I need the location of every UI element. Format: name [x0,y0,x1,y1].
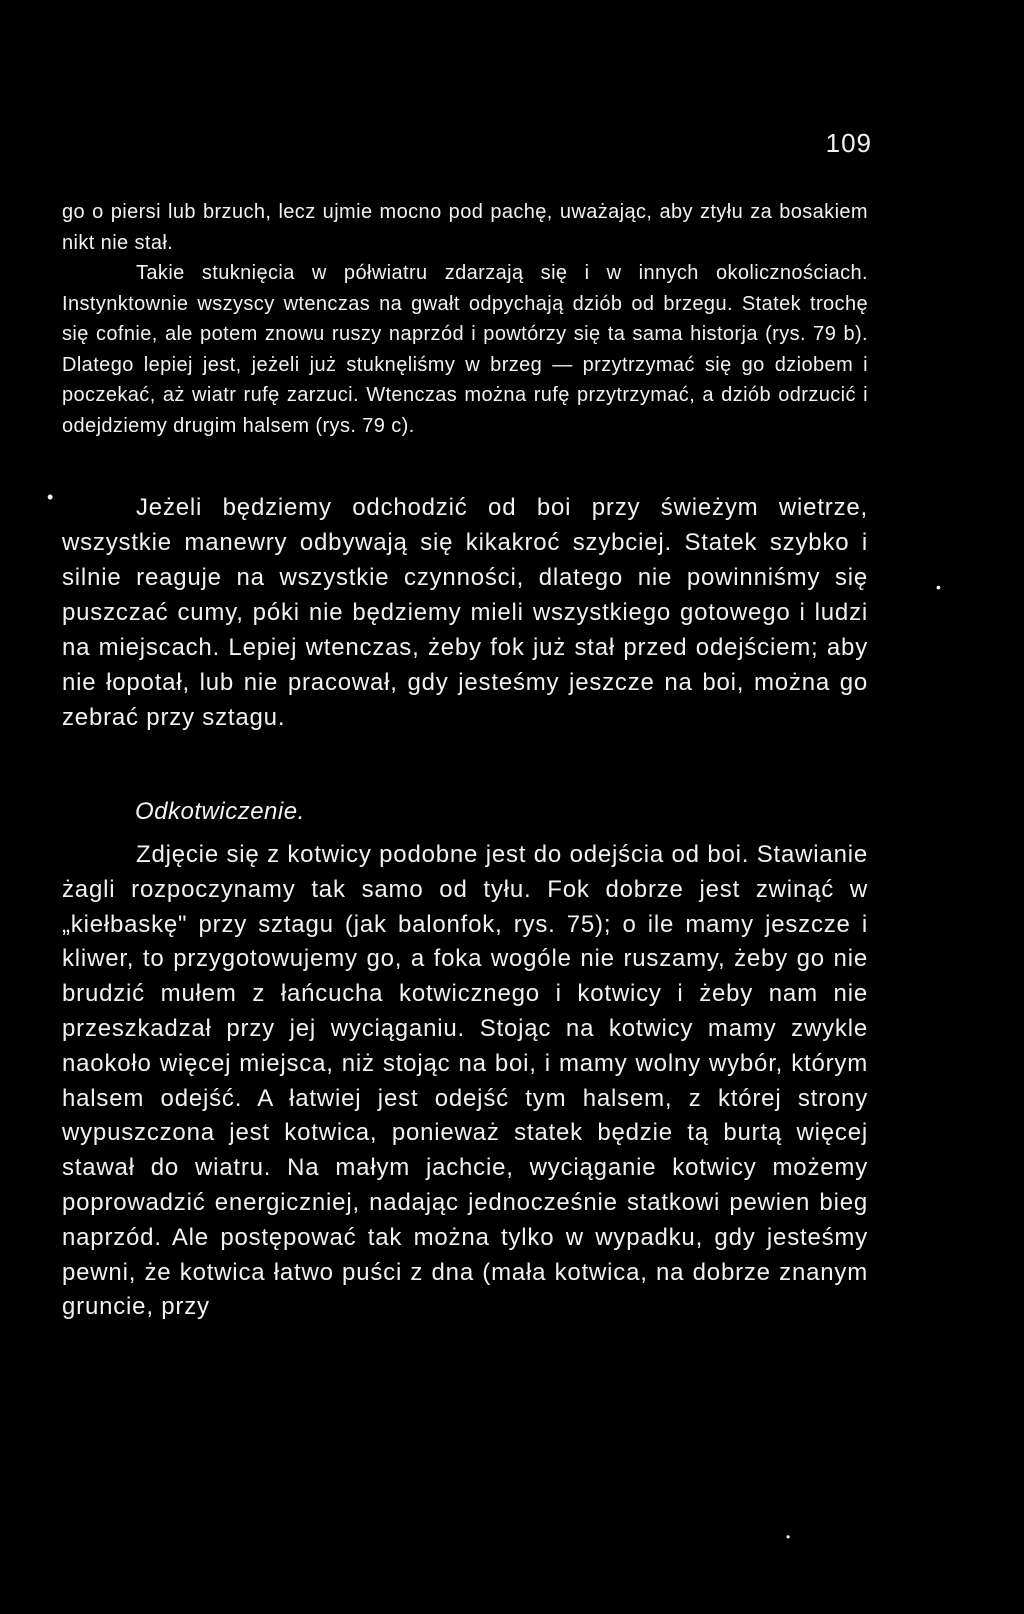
speck-mark: • [786,1530,791,1544]
paragraph-fresh-wind: Jeżeli będziemy odchodzić od boi przy świeżym wietrze, wszystkie manewry odbywają się kikakroć szybciej. Statek szybko i silnie reaguje na wszystkie czynności, dlatego nie powinniśmy się puszczać cumy, póki nie będziemy mieli wszystkiego gotowego i ludzi na miejscach. Lepiej wtenczas, żeby fok już stał przed odejściem; aby nie łopotał, lub nie pracował, gdy jesteśmy jeszcze na boi, można go zebrać przy sztagu. [62,494,868,731]
margin-dot-mark: • [47,487,54,507]
margin-dot-mark: • [936,579,941,595]
paragraph-collisions: Takie stuknięcia w półwiatru zdarzają się i w innych okolicznościach. Instynktownie wszyscy wtenczas na gwałt odpychają dziób od brzegu. Statek trochę się cofnie, ale potem znowu ruszy naprzód i powtórzy się ta sama historja (rys. 79 b). Dlatego lepiej jest, jeżeli już stuknęliśmy w brzeg — przytrzymać się go dziobem i poczekać, aż wiatr rufę zarzuci. Wtenczas można rufę przytrzymać, a dziób odrzucić i odejdziemy drugim halsem (rys. 79 c). [62,262,868,437]
paragraph-unanchoring: Zdjęcie się z kotwicy podobne jest do odejścia od boi. Stawianie żagli rozpoczynamy tak samo od tyłu. Fok dobrze jest zwinąć w „kiełbaskę" przy sztagu (jak balonfok, rys. 75); o ile mamy jeszcze i kliwer, to przygotowujemy go, a foka wogóle nie ruszamy, żeby go nie brudzić mułem z łańcucha kotwicznego i kotwicy i żeby nam nie przeszkadzał przy jej wyciąganiu. Stojąc na kotwicy mamy zwykle naokoło więcej miejsca, niż stojąc na boi, i mamy wolny wybór, którym halsem odejść. A łatwiej jest odejść tym halsem, z której strony wypuszczona jest kotwica, ponieważ statek będzie tą burtą więcej stawał do wiatru. Na małym jachcie, wyciąganie kotwicy możemy poprowadzić energiczniej, nadając jednocześnie statkowi pewien bieg naprzód. Ale postępować tak można tylko w wypadku, gdy jesteśmy pewni, że kotwica łatwo puści z dna (mała kotwica, na dobrze znanym gruncie, przy [62,841,868,1321]
section-heading: Odkotwiczenie. [135,798,305,825]
paragraph-continuation: go o piersi lub brzuch, lecz ujmie mocno pod pachę, uważając, aby ztyłu za bosakiem nikt nie stał. [62,201,868,254]
page-number: 109 [825,128,872,158]
